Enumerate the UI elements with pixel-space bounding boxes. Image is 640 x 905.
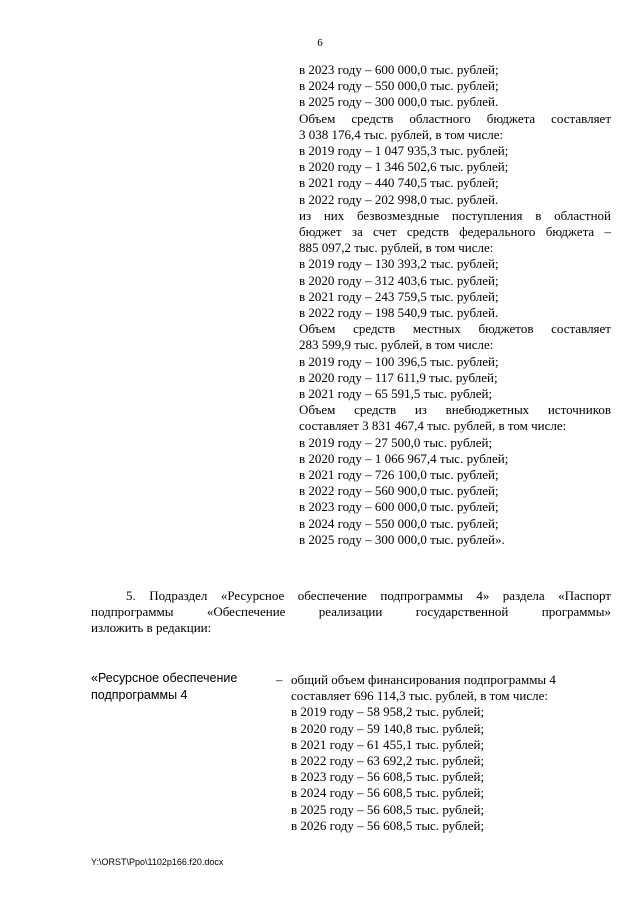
text-line: в 2021 году – 440 740,5 тыс. рублей; <box>299 175 499 191</box>
text-line: Объем средств местных бюджетов составляет <box>299 321 611 337</box>
text-line: в 2024 году – 550 000,0 тыс. рублей; <box>299 515 499 531</box>
text-line: 283 599,9 тыс. рублей, в том числе: <box>299 337 494 353</box>
text-line: в 2022 году – 202 998,0 тыс. рублей. <box>299 191 499 207</box>
text-line: в 2021 году – 65 591,5 тыс. рублей; <box>299 386 493 402</box>
text-line: в 2025 году – 300 000,0 тыс. рублей. <box>299 94 499 110</box>
text-line: в 2025 году – 300 000,0 тыс. рублей». <box>299 531 505 547</box>
text-line: в 2021 году – 726 100,0 тыс. рублей; <box>299 467 499 483</box>
table-value-line: в 2025 году – 56 608,5 тыс. рублей; <box>291 801 485 817</box>
text-line: в 2022 году – 198 540,9 тыс. рублей. <box>299 305 499 321</box>
text-line: в 2019 году – 100 396,5 тыс. рублей; <box>299 353 499 369</box>
table-value-line: в 2023 году – 56 608,5 тыс. рублей; <box>291 769 485 785</box>
table-value-line: в 2021 году – 61 455,1 тыс. рублей; <box>291 736 485 752</box>
text-line: 885 097,2 тыс. рублей, в том числе: <box>299 240 494 256</box>
table-value-line: в 2020 году – 59 140,8 тыс. рублей; <box>291 720 485 736</box>
section-line: подпрограммы «Обеспечение реализации государственной программы» <box>91 604 611 620</box>
text-line: Объем средств областного бюджета составляет <box>299 110 611 126</box>
text-line: в 2022 году – 560 900,0 тыс. рублей; <box>299 483 499 499</box>
table-value-line: в 2019 году – 58 958,2 тыс. рублей; <box>291 704 485 720</box>
text-line: в 2023 году – 600 000,0 тыс. рублей; <box>299 62 499 77</box>
text-line: в 2020 году – 117 611,9 тыс. рублей; <box>299 369 498 385</box>
table-dash: – <box>276 672 283 687</box>
section-line: изложить в редакции: <box>91 620 212 636</box>
text-line: в 2020 году – 1 346 502,6 тыс. рублей; <box>299 159 509 175</box>
text-line: 3 038 176,4 тыс. рублей, в том числе: <box>299 126 504 142</box>
text-line: в 2019 году – 1 047 935,3 тыс. рублей; <box>299 143 509 159</box>
section-line: 5. Подраздел «Ресурсное обеспечение подпрограммы 4» раздела «Паспорт <box>126 588 611 603</box>
table-label-line: подпрограммы 4 <box>91 687 188 702</box>
section-5-paragraph <box>91 588 611 637</box>
page-number: 6 <box>317 37 323 49</box>
text-line: в 2019 году – 27 500,0 тыс. рублей; <box>299 434 493 450</box>
table-value-block <box>291 672 611 834</box>
table-value-line: в 2022 году – 63 692,2 тыс. рублей; <box>291 753 485 769</box>
text-line: в 2021 году – 243 759,5 тыс. рублей; <box>299 288 499 304</box>
file-path-footer: Y:\ORST\Ppo\1102p166.f20.docx <box>91 857 224 867</box>
table-value-line: составляет 696 114,3 тыс. рублей, в том числе: <box>291 688 548 704</box>
table-value-line: в 2026 году – 56 608,5 тыс. рублей; <box>291 817 485 833</box>
funding-text-block <box>299 62 611 548</box>
table-value-line: общий объем финансирования подпрограммы 4 <box>291 672 556 687</box>
text-line: в 2019 году – 130 393,2 тыс. рублей; <box>299 256 499 272</box>
table-value-line: в 2024 году – 56 608,5 тыс. рублей; <box>291 785 485 801</box>
text-line: составляет 3 831 467,4 тыс. рублей, в том числе: <box>299 418 567 434</box>
text-line: в 2020 году – 1 066 967,4 тыс. рублей; <box>299 450 509 466</box>
text-line: бюджет за счет средств федерального бюджета – <box>299 224 611 240</box>
text-line: Объем средств из внебюджетных источников <box>299 402 611 418</box>
text-line: в 2023 году – 600 000,0 тыс. рублей; <box>299 499 499 515</box>
text-line: в 2024 году – 550 000,0 тыс. рублей; <box>299 78 499 94</box>
table-label-line: «Ресурсное обеспечение <box>91 671 238 685</box>
text-line: из них безвозмездные поступления в областной <box>299 207 611 223</box>
text-line: в 2020 году – 312 403,6 тыс. рублей; <box>299 272 499 288</box>
table-label <box>91 670 271 703</box>
